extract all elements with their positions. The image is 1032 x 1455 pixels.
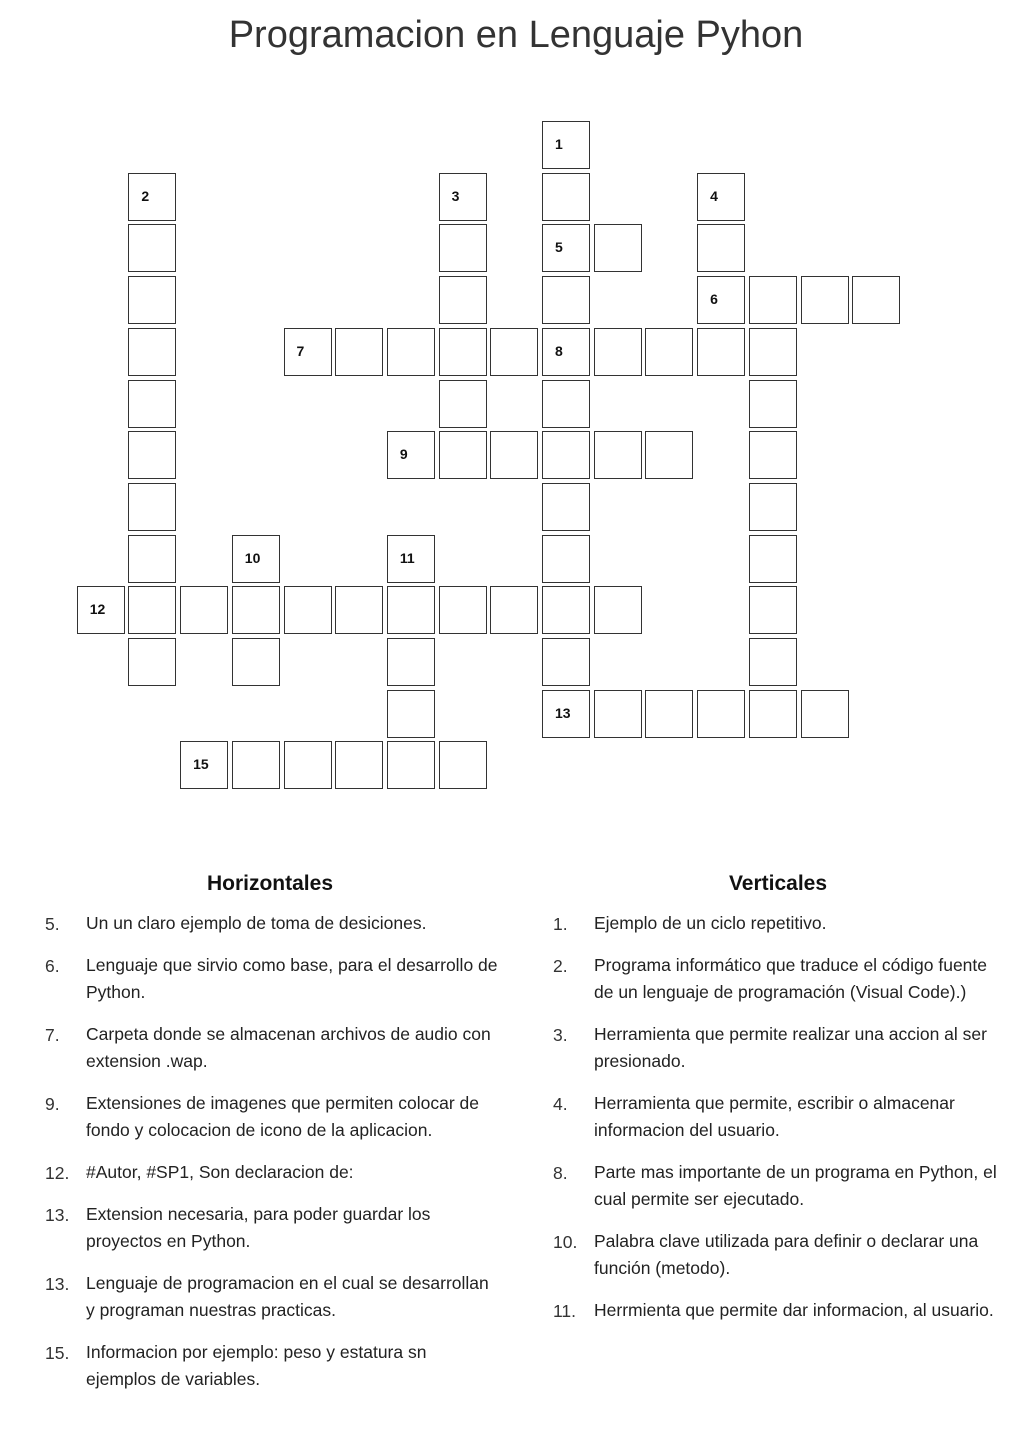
cell-number: 9 — [399, 446, 408, 463]
crossword-cell[interactable] — [542, 380, 590, 428]
crossword-cell[interactable] — [490, 586, 538, 634]
crossword-cell[interactable] — [284, 741, 332, 789]
crossword-cell[interactable] — [697, 328, 745, 376]
cell-number: 10 — [244, 549, 261, 566]
clue-item — [548, 1090, 1008, 1144]
crossword-cell[interactable] — [542, 535, 590, 583]
crossword-cell[interactable] — [387, 741, 435, 789]
crossword-cell[interactable] — [490, 328, 538, 376]
clue-text: Ejemplo de un ciclo repetitivo. — [594, 913, 827, 933]
clue-text: Herramienta que permite realizar una accion al ser presionado. — [594, 1024, 987, 1071]
crossword-cell[interactable] — [542, 431, 590, 479]
cell-number: 3 — [451, 187, 460, 204]
clue-item — [40, 1270, 500, 1324]
clue-text: Informacion por ejemplo: peso y estatura sn ejemplos de variables. — [86, 1342, 427, 1389]
clue-cell-12[interactable] — [77, 586, 125, 634]
clue-cell-5[interactable] — [542, 224, 590, 272]
clue-item — [40, 1201, 500, 1255]
crossword-cell[interactable] — [335, 586, 383, 634]
horizontal-heading: Horizontales — [206, 872, 334, 895]
crossword-cell[interactable] — [335, 328, 383, 376]
clue-number: 2. — [553, 956, 568, 976]
crossword-cell[interactable] — [749, 380, 797, 428]
clue-number: 15. — [45, 1343, 70, 1363]
clue-text: Un un claro ejemplo de toma de desiciones. — [86, 913, 427, 933]
clue-item — [548, 1159, 1008, 1213]
crossword-cell[interactable] — [542, 483, 590, 531]
crossword-cell[interactable] — [387, 638, 435, 686]
crossword-cell[interactable] — [439, 431, 487, 479]
crossword-cell[interactable] — [749, 276, 797, 324]
crossword-cell[interactable] — [232, 741, 280, 789]
clue-number: 5. — [45, 914, 60, 934]
crossword-cell[interactable] — [697, 224, 745, 272]
clue-item — [548, 1228, 1008, 1282]
crossword-cell[interactable] — [128, 638, 176, 686]
clue-text: Parte mas importante de un programa en Python, el cual permite ser ejecutado. — [594, 1162, 997, 1209]
crossword-cell[interactable] — [697, 690, 745, 738]
clue-text: Herrmienta que permite dar informacion, al usuario. — [594, 1300, 994, 1320]
clue-item — [40, 910, 500, 937]
clue-cell-3[interactable] — [439, 173, 487, 221]
crossword-cell[interactable] — [749, 483, 797, 531]
crossword-cell[interactable] — [232, 638, 280, 686]
crossword-cell[interactable] — [128, 483, 176, 531]
cell-number: 11 — [399, 549, 415, 566]
page-title: Programacion en Lenguaje Pyhon — [228, 14, 804, 56]
crossword-cell[interactable] — [594, 431, 642, 479]
cell-number: 2 — [141, 187, 150, 204]
clue-item — [40, 1159, 500, 1186]
clue-cell-8[interactable] — [542, 328, 590, 376]
clue-item — [548, 1297, 1008, 1324]
crossword-cell[interactable] — [439, 224, 487, 272]
horizontal-clues — [40, 872, 500, 1408]
vertical-heading: Verticales — [728, 872, 828, 895]
clue-text: Extension necesaria, para poder guardar los proyectos en Python. — [86, 1204, 431, 1251]
crossword-cell[interactable] — [594, 328, 642, 376]
horizontal-clue-list — [40, 910, 500, 1393]
crossword-cell[interactable] — [128, 431, 176, 479]
crossword-cell[interactable] — [284, 586, 332, 634]
crossword-cell[interactable] — [852, 276, 900, 324]
crossword-cell[interactable] — [232, 586, 280, 634]
clue-number: 10. — [553, 1232, 578, 1252]
crossword-cell[interactable] — [439, 741, 487, 789]
clue-number: 7. — [45, 1025, 60, 1045]
clue-cell-13[interactable] — [542, 690, 590, 738]
crossword-cell[interactable] — [542, 173, 590, 221]
clue-number: 6. — [45, 956, 60, 976]
clue-cell-4[interactable] — [697, 173, 745, 221]
crossword-cell[interactable] — [490, 431, 538, 479]
crossword-cell[interactable] — [542, 638, 590, 686]
crossword-cell[interactable] — [645, 690, 693, 738]
crossword-cell[interactable] — [749, 586, 797, 634]
clue-cell-9[interactable] — [387, 431, 435, 479]
crossword-cell[interactable] — [439, 276, 487, 324]
clue-cell-10[interactable] — [232, 535, 280, 583]
crossword-cell[interactable] — [749, 431, 797, 479]
crossword-cell[interactable] — [749, 535, 797, 583]
crossword-cell[interactable] — [645, 431, 693, 479]
cell-number: 15 — [193, 756, 209, 773]
clue-item — [40, 1090, 500, 1144]
clue-item — [40, 1339, 500, 1393]
crossword-cell[interactable] — [749, 638, 797, 686]
crossword-cell[interactable] — [542, 586, 590, 634]
clue-number: 8. — [553, 1163, 568, 1183]
cell-number: 7 — [296, 342, 305, 359]
crossword-cell[interactable] — [801, 690, 849, 738]
crossword-cell[interactable] — [128, 586, 176, 634]
clue-number: 9. — [45, 1094, 60, 1114]
crossword-cell[interactable] — [594, 586, 642, 634]
clue-number: 12. — [45, 1163, 70, 1183]
clue-item — [548, 910, 1008, 937]
clue-number: 1. — [553, 914, 568, 934]
crossword-cell[interactable] — [128, 224, 176, 272]
clue-number: 13. — [45, 1274, 70, 1294]
clue-number: 13. — [45, 1205, 70, 1225]
crossword-cell[interactable] — [180, 586, 228, 634]
cell-number: 8 — [555, 342, 563, 359]
cell-number: 6 — [710, 291, 718, 308]
vertical-clue-list — [548, 910, 1008, 1324]
clue-text: Palabra clave utilizada para definir o declarar una función (metodo). — [594, 1231, 979, 1278]
crossword-cell[interactable] — [439, 328, 487, 376]
clue-text: Programa informático que traduce el código fuente de un lenguaje de programación (Visual Code).) — [594, 955, 988, 1002]
clue-cell-7[interactable] — [284, 328, 332, 376]
clue-number: 3. — [553, 1025, 568, 1045]
clue-text: Lenguaje que sirvio como base, para el desarrollo de Python. — [86, 955, 498, 1002]
crossword-cell[interactable] — [749, 328, 797, 376]
clue-item — [40, 1021, 500, 1075]
clue-cell-1[interactable] — [542, 121, 590, 169]
crossword-cell[interactable] — [645, 328, 693, 376]
crossword-cell[interactable] — [387, 328, 435, 376]
vertical-clues — [548, 872, 1008, 1339]
clue-cell-11[interactable] — [387, 535, 435, 583]
clue-item — [548, 952, 1008, 1006]
clue-item — [40, 952, 500, 1006]
clue-item — [548, 1021, 1008, 1075]
clue-number: 11. — [553, 1301, 577, 1321]
clue-cell-6[interactable] — [697, 276, 745, 324]
crossword-cell[interactable] — [128, 535, 176, 583]
clue-text: #Autor, #SP1, Son declaracion de: — [86, 1162, 354, 1182]
clue-cell-2[interactable] — [128, 173, 176, 221]
clue-text: Herramienta que permite, escribir o almacenar informacion del usuario. — [594, 1093, 955, 1140]
clue-cell-15[interactable] — [180, 741, 228, 789]
crossword-cell[interactable] — [387, 586, 435, 634]
cell-number: 4 — [710, 187, 718, 204]
crossword-cell[interactable] — [335, 741, 383, 789]
crossword-cell[interactable] — [439, 380, 487, 428]
clue-number: 4. — [553, 1094, 568, 1114]
crossword-cell[interactable] — [594, 224, 642, 272]
cell-number: 5 — [555, 239, 563, 256]
clue-text: Extensiones de imagenes que permiten colocar de fondo y colocacion de icono de la aplicacion. — [86, 1093, 480, 1140]
crossword-cell[interactable] — [542, 276, 590, 324]
crossword-cell[interactable] — [128, 328, 176, 376]
crossword-cell[interactable] — [749, 690, 797, 738]
crossword-cell[interactable] — [439, 586, 487, 634]
crossword-cell[interactable] — [594, 690, 642, 738]
crossword-cell[interactable] — [128, 276, 176, 324]
crossword-cell[interactable] — [128, 380, 176, 428]
cell-number: 13 — [555, 704, 571, 721]
cell-number: 1 — [555, 136, 563, 152]
crossword-cell[interactable] — [801, 276, 849, 324]
cell-number: 12 — [89, 601, 106, 618]
crossword-cell[interactable] — [387, 690, 435, 738]
clue-text: Carpeta donde se almacenan archivos de audio con extension .wap. — [86, 1024, 491, 1071]
clue-text: Lenguaje de programacion en el cual se desarrollan y programan nuestras practicas. — [86, 1273, 489, 1320]
